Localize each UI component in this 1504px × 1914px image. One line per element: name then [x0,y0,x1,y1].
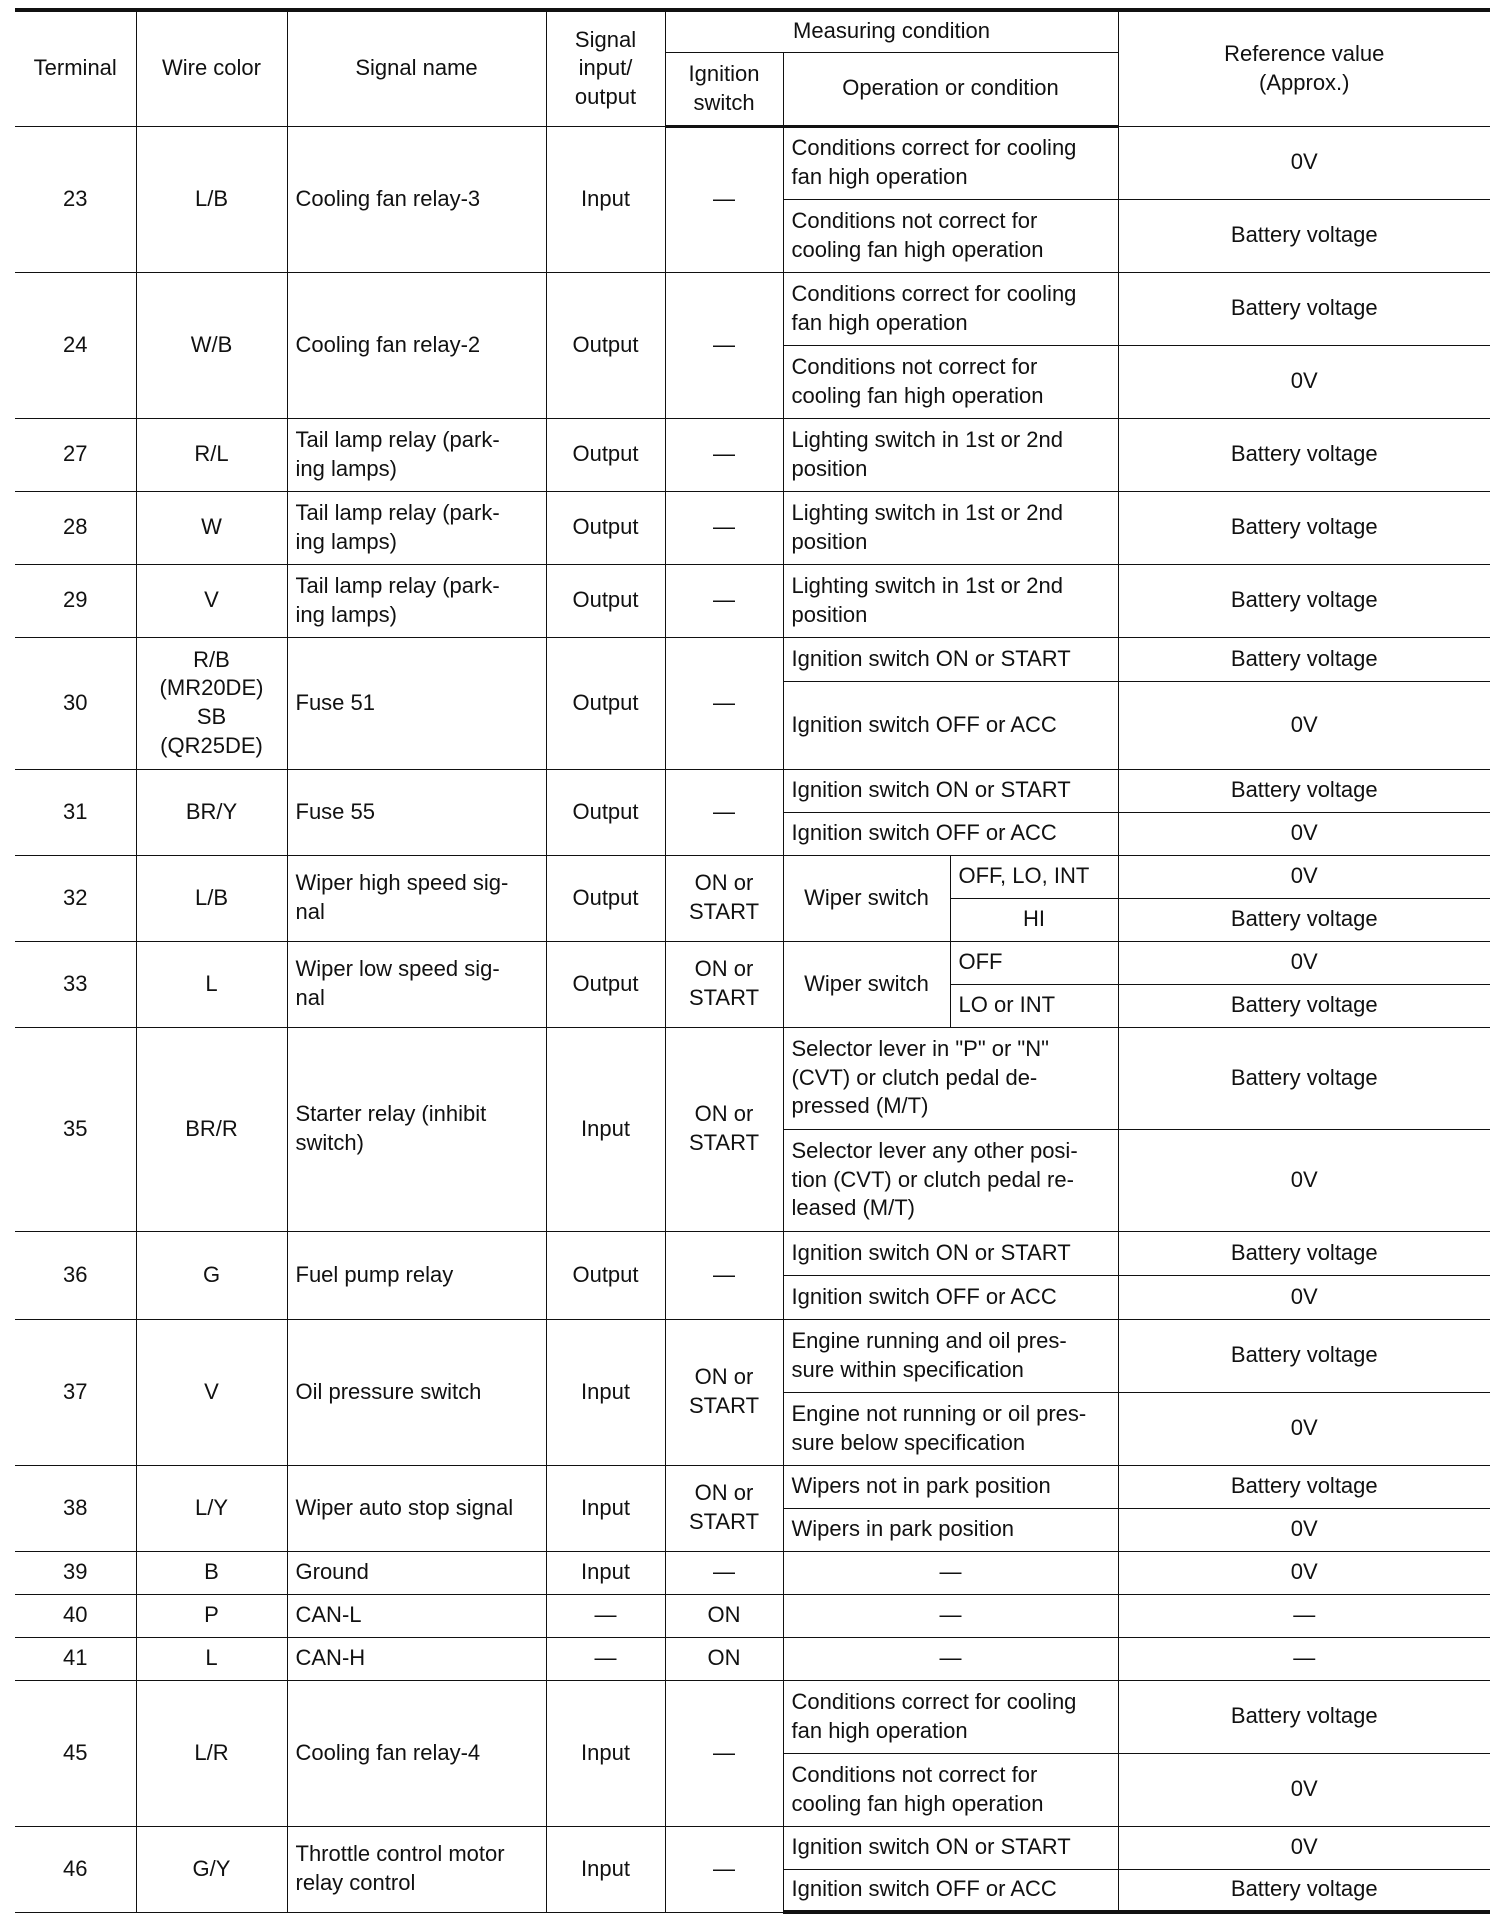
operation-group-cell: Wiper switch [783,855,950,941]
signal-name-cell: Fuse 55 [287,769,546,855]
reference-value-cell: 0V [1118,1508,1490,1551]
signal-io-cell: Output [546,564,665,637]
signal-io-cell: Output [546,855,665,941]
table-body [15,126,1490,1912]
operation-condition-cell: Engine running and oil pres- sure within specification [783,1319,1118,1392]
operation-condition-cell: Conditions correct for cooling fan high operation [783,1680,1118,1753]
signal-name-cell: Ground [287,1551,546,1594]
operation-condition-cell: Ignition switch ON or START [783,769,1118,812]
operation-detail-cell: OFF [950,941,1118,984]
header-signal-io: Signal input/ output [546,10,665,126]
ignition-switch-cell: ON or START [665,941,783,1027]
table-row [15,1027,1490,1129]
reference-value-cell: 0V [1118,681,1490,769]
operation-condition-cell: Selector lever any other posi- tion (CVT) or clutch pedal re- leased (M/T) [783,1129,1118,1231]
table-row [15,769,1490,812]
signal-io-cell: Input [546,1027,665,1231]
ignition-switch-cell: ON or START [665,1465,783,1551]
terminal-cell: 28 [15,491,136,564]
operation-detail-cell: LO or INT [950,984,1118,1027]
wire-color-cell: L/B [136,855,287,941]
terminal-cell: 32 [15,855,136,941]
operation-condition-cell: — [783,1551,1118,1594]
signal-name-cell: CAN-H [287,1637,546,1680]
table-row [15,941,1490,984]
reference-value-cell: 0V [1118,126,1490,199]
signal-io-cell: Input [546,1680,665,1826]
ignition-switch-cell: — [665,1551,783,1594]
reference-value-cell: Battery voltage [1118,898,1490,941]
wire-color-cell: G/Y [136,1826,287,1912]
operation-condition-cell: Ignition switch ON or START [783,1826,1118,1869]
reference-value-cell: Battery voltage [1118,769,1490,812]
reference-value-cell: Battery voltage [1118,1869,1490,1912]
terminal-cell: 46 [15,1826,136,1912]
table-row [15,1680,1490,1753]
table-row [15,1594,1490,1637]
reference-value-cell: 0V [1118,1129,1490,1231]
terminal-cell: 41 [15,1637,136,1680]
table-row [15,1637,1490,1680]
terminal-cell: 31 [15,769,136,855]
terminal-cell: 39 [15,1551,136,1594]
ignition-switch-cell: ON or START [665,855,783,941]
ignition-switch-cell: ON or START [665,1319,783,1465]
table-row [15,1231,1490,1275]
wire-color-cell: L [136,1637,287,1680]
operation-condition-cell: Conditions not correct for cooling fan high operation [783,1753,1118,1826]
reference-value-cell: 0V [1118,1392,1490,1465]
signal-name-cell: Wiper auto stop signal [287,1465,546,1551]
terminal-cell: 35 [15,1027,136,1231]
reference-value-cell: Battery voltage [1118,1231,1490,1275]
header-reference-value: Reference value (Approx.) [1118,10,1490,126]
reference-value-cell: — [1118,1594,1490,1637]
reference-value-cell: Battery voltage [1118,1465,1490,1508]
header-signal-name: Signal name [287,10,546,126]
operation-condition-cell: Conditions correct for cooling fan high operation [783,126,1118,199]
signal-io-cell: Input [546,126,665,272]
reference-value-cell: Battery voltage [1118,984,1490,1027]
wire-color-cell: BR/R [136,1027,287,1231]
terminal-cell: 33 [15,941,136,1027]
reference-value-cell: 0V [1118,1275,1490,1319]
terminal-reference-table [15,8,1490,1914]
table-row [15,564,1490,637]
terminal-cell: 29 [15,564,136,637]
wire-color-cell: L/R [136,1680,287,1826]
signal-io-cell: Output [546,637,665,769]
wire-color-cell: BR/Y [136,769,287,855]
signal-name-cell: Cooling fan relay-3 [287,126,546,272]
signal-name-cell: Cooling fan relay-4 [287,1680,546,1826]
signal-io-cell: Output [546,1231,665,1319]
table-row [15,126,1490,199]
operation-condition-cell: Ignition switch OFF or ACC [783,1275,1118,1319]
terminal-cell: 23 [15,126,136,272]
operation-condition-cell: Ignition switch OFF or ACC [783,681,1118,769]
table-row [15,1319,1490,1392]
signal-io-cell: Input [546,1319,665,1465]
reference-value-cell: 0V [1118,1826,1490,1869]
operation-condition-cell: Conditions not correct for cooling fan high operation [783,345,1118,418]
table-row [15,1465,1490,1508]
terminal-cell: 45 [15,1680,136,1826]
operation-condition-cell: Ignition switch ON or START [783,637,1118,681]
signal-name-cell: Starter relay (inhibit switch) [287,1027,546,1231]
signal-name-cell: Throttle control motor relay control [287,1826,546,1912]
reference-value-cell: 0V [1118,855,1490,898]
ignition-switch-cell: — [665,564,783,637]
operation-group-cell: Wiper switch [783,941,950,1027]
wire-color-cell: R/L [136,418,287,491]
operation-condition-cell: Wipers in park position [783,1508,1118,1551]
operation-condition-cell: — [783,1594,1118,1637]
terminal-cell: 30 [15,637,136,769]
terminal-cell: 24 [15,272,136,418]
terminal-reference-table-container [15,8,1490,1914]
operation-condition-cell: Conditions not correct for cooling fan high operation [783,199,1118,272]
wire-color-cell: P [136,1594,287,1637]
table-header [15,10,1490,126]
signal-io-cell: Output [546,769,665,855]
wire-color-cell: W/B [136,272,287,418]
ignition-switch-cell: — [665,637,783,769]
wire-color-cell: L/B [136,126,287,272]
header-measuring-condition: Measuring condition [665,10,1118,52]
reference-value-cell: Battery voltage [1118,1027,1490,1129]
ignition-switch-cell: — [665,418,783,491]
signal-name-cell: Tail lamp relay (park- ing lamps) [287,564,546,637]
ignition-switch-cell: ON [665,1594,783,1637]
terminal-cell: 38 [15,1465,136,1551]
ignition-switch-cell: — [665,1680,783,1826]
table-row [15,855,1490,898]
table-row [15,637,1490,681]
terminal-cell: 40 [15,1594,136,1637]
operation-condition-cell: — [783,1637,1118,1680]
table-row [15,1826,1490,1869]
reference-value-cell: Battery voltage [1118,272,1490,345]
ignition-switch-cell: — [665,1231,783,1319]
wire-color-cell: R/B (MR20DE) SB (QR25DE) [136,637,287,769]
ignition-switch-cell: — [665,1826,783,1912]
ignition-switch-cell: — [665,769,783,855]
header-ignition-switch: Ignition switch [665,52,783,126]
ignition-switch-cell: ON [665,1637,783,1680]
wire-color-cell: G [136,1231,287,1319]
header-terminal: Terminal [15,10,136,126]
reference-value-cell: Battery voltage [1118,637,1490,681]
wire-color-cell: L/Y [136,1465,287,1551]
operation-condition-cell: Ignition switch ON or START [783,1231,1118,1275]
reference-value-cell: — [1118,1637,1490,1680]
operation-condition-cell: Lighting switch in 1st or 2nd position [783,418,1118,491]
terminal-cell: 37 [15,1319,136,1465]
signal-io-cell: Output [546,941,665,1027]
signal-io-cell: Input [546,1551,665,1594]
operation-condition-cell: Lighting switch in 1st or 2nd position [783,564,1118,637]
ignition-switch-cell: ON or START [665,1027,783,1231]
reference-value-cell: Battery voltage [1118,1319,1490,1392]
signal-name-cell: CAN-L [287,1594,546,1637]
operation-condition-cell: Lighting switch in 1st or 2nd position [783,491,1118,564]
operation-condition-cell: Engine not running or oil pres- sure below specification [783,1392,1118,1465]
operation-detail-cell: HI [950,898,1118,941]
reference-value-cell: 0V [1118,1753,1490,1826]
reference-value-cell: 0V [1118,812,1490,855]
operation-detail-cell: OFF, LO, INT [950,855,1118,898]
signal-io-cell: — [546,1637,665,1680]
wire-color-cell: B [136,1551,287,1594]
signal-name-cell: Tail lamp relay (park- ing lamps) [287,491,546,564]
signal-name-cell: Wiper high speed sig- nal [287,855,546,941]
table-row [15,418,1490,491]
signal-io-cell: Input [546,1826,665,1912]
reference-value-cell: Battery voltage [1118,1680,1490,1753]
wire-color-cell: W [136,491,287,564]
signal-name-cell: Fuse 51 [287,637,546,769]
signal-io-cell: — [546,1594,665,1637]
ignition-switch-cell: — [665,272,783,418]
reference-value-cell: 0V [1118,345,1490,418]
operation-condition-cell: Ignition switch OFF or ACC [783,1869,1118,1912]
signal-name-cell: Fuel pump relay [287,1231,546,1319]
operation-condition-cell: Ignition switch OFF or ACC [783,812,1118,855]
terminal-cell: 36 [15,1231,136,1319]
operation-condition-cell: Wipers not in park position [783,1465,1118,1508]
signal-io-cell: Output [546,272,665,418]
wire-color-cell: V [136,1319,287,1465]
header-wire-color: Wire color [136,10,287,126]
reference-value-cell: Battery voltage [1118,491,1490,564]
table-row [15,272,1490,345]
ignition-switch-cell: — [665,126,783,272]
table-row [15,491,1490,564]
reference-value-cell: Battery voltage [1118,564,1490,637]
reference-value-cell: Battery voltage [1118,418,1490,491]
signal-io-cell: Output [546,491,665,564]
signal-name-cell: Oil pressure switch [287,1319,546,1465]
signal-name-cell: Cooling fan relay-2 [287,272,546,418]
signal-io-cell: Input [546,1465,665,1551]
wire-color-cell: L [136,941,287,1027]
ignition-switch-cell: — [665,491,783,564]
operation-condition-cell: Conditions correct for cooling fan high operation [783,272,1118,345]
reference-value-cell: 0V [1118,1551,1490,1594]
terminal-cell: 27 [15,418,136,491]
reference-value-cell: Battery voltage [1118,199,1490,272]
wire-color-cell: V [136,564,287,637]
operation-condition-cell: Selector lever in "P" or "N" (CVT) or clutch pedal de- pressed (M/T) [783,1027,1118,1129]
reference-value-cell: 0V [1118,941,1490,984]
header-operation-or-condition: Operation or condition [783,52,1118,126]
table-row [15,1551,1490,1594]
signal-io-cell: Output [546,418,665,491]
signal-name-cell: Tail lamp relay (park- ing lamps) [287,418,546,491]
signal-name-cell: Wiper low speed sig- nal [287,941,546,1027]
